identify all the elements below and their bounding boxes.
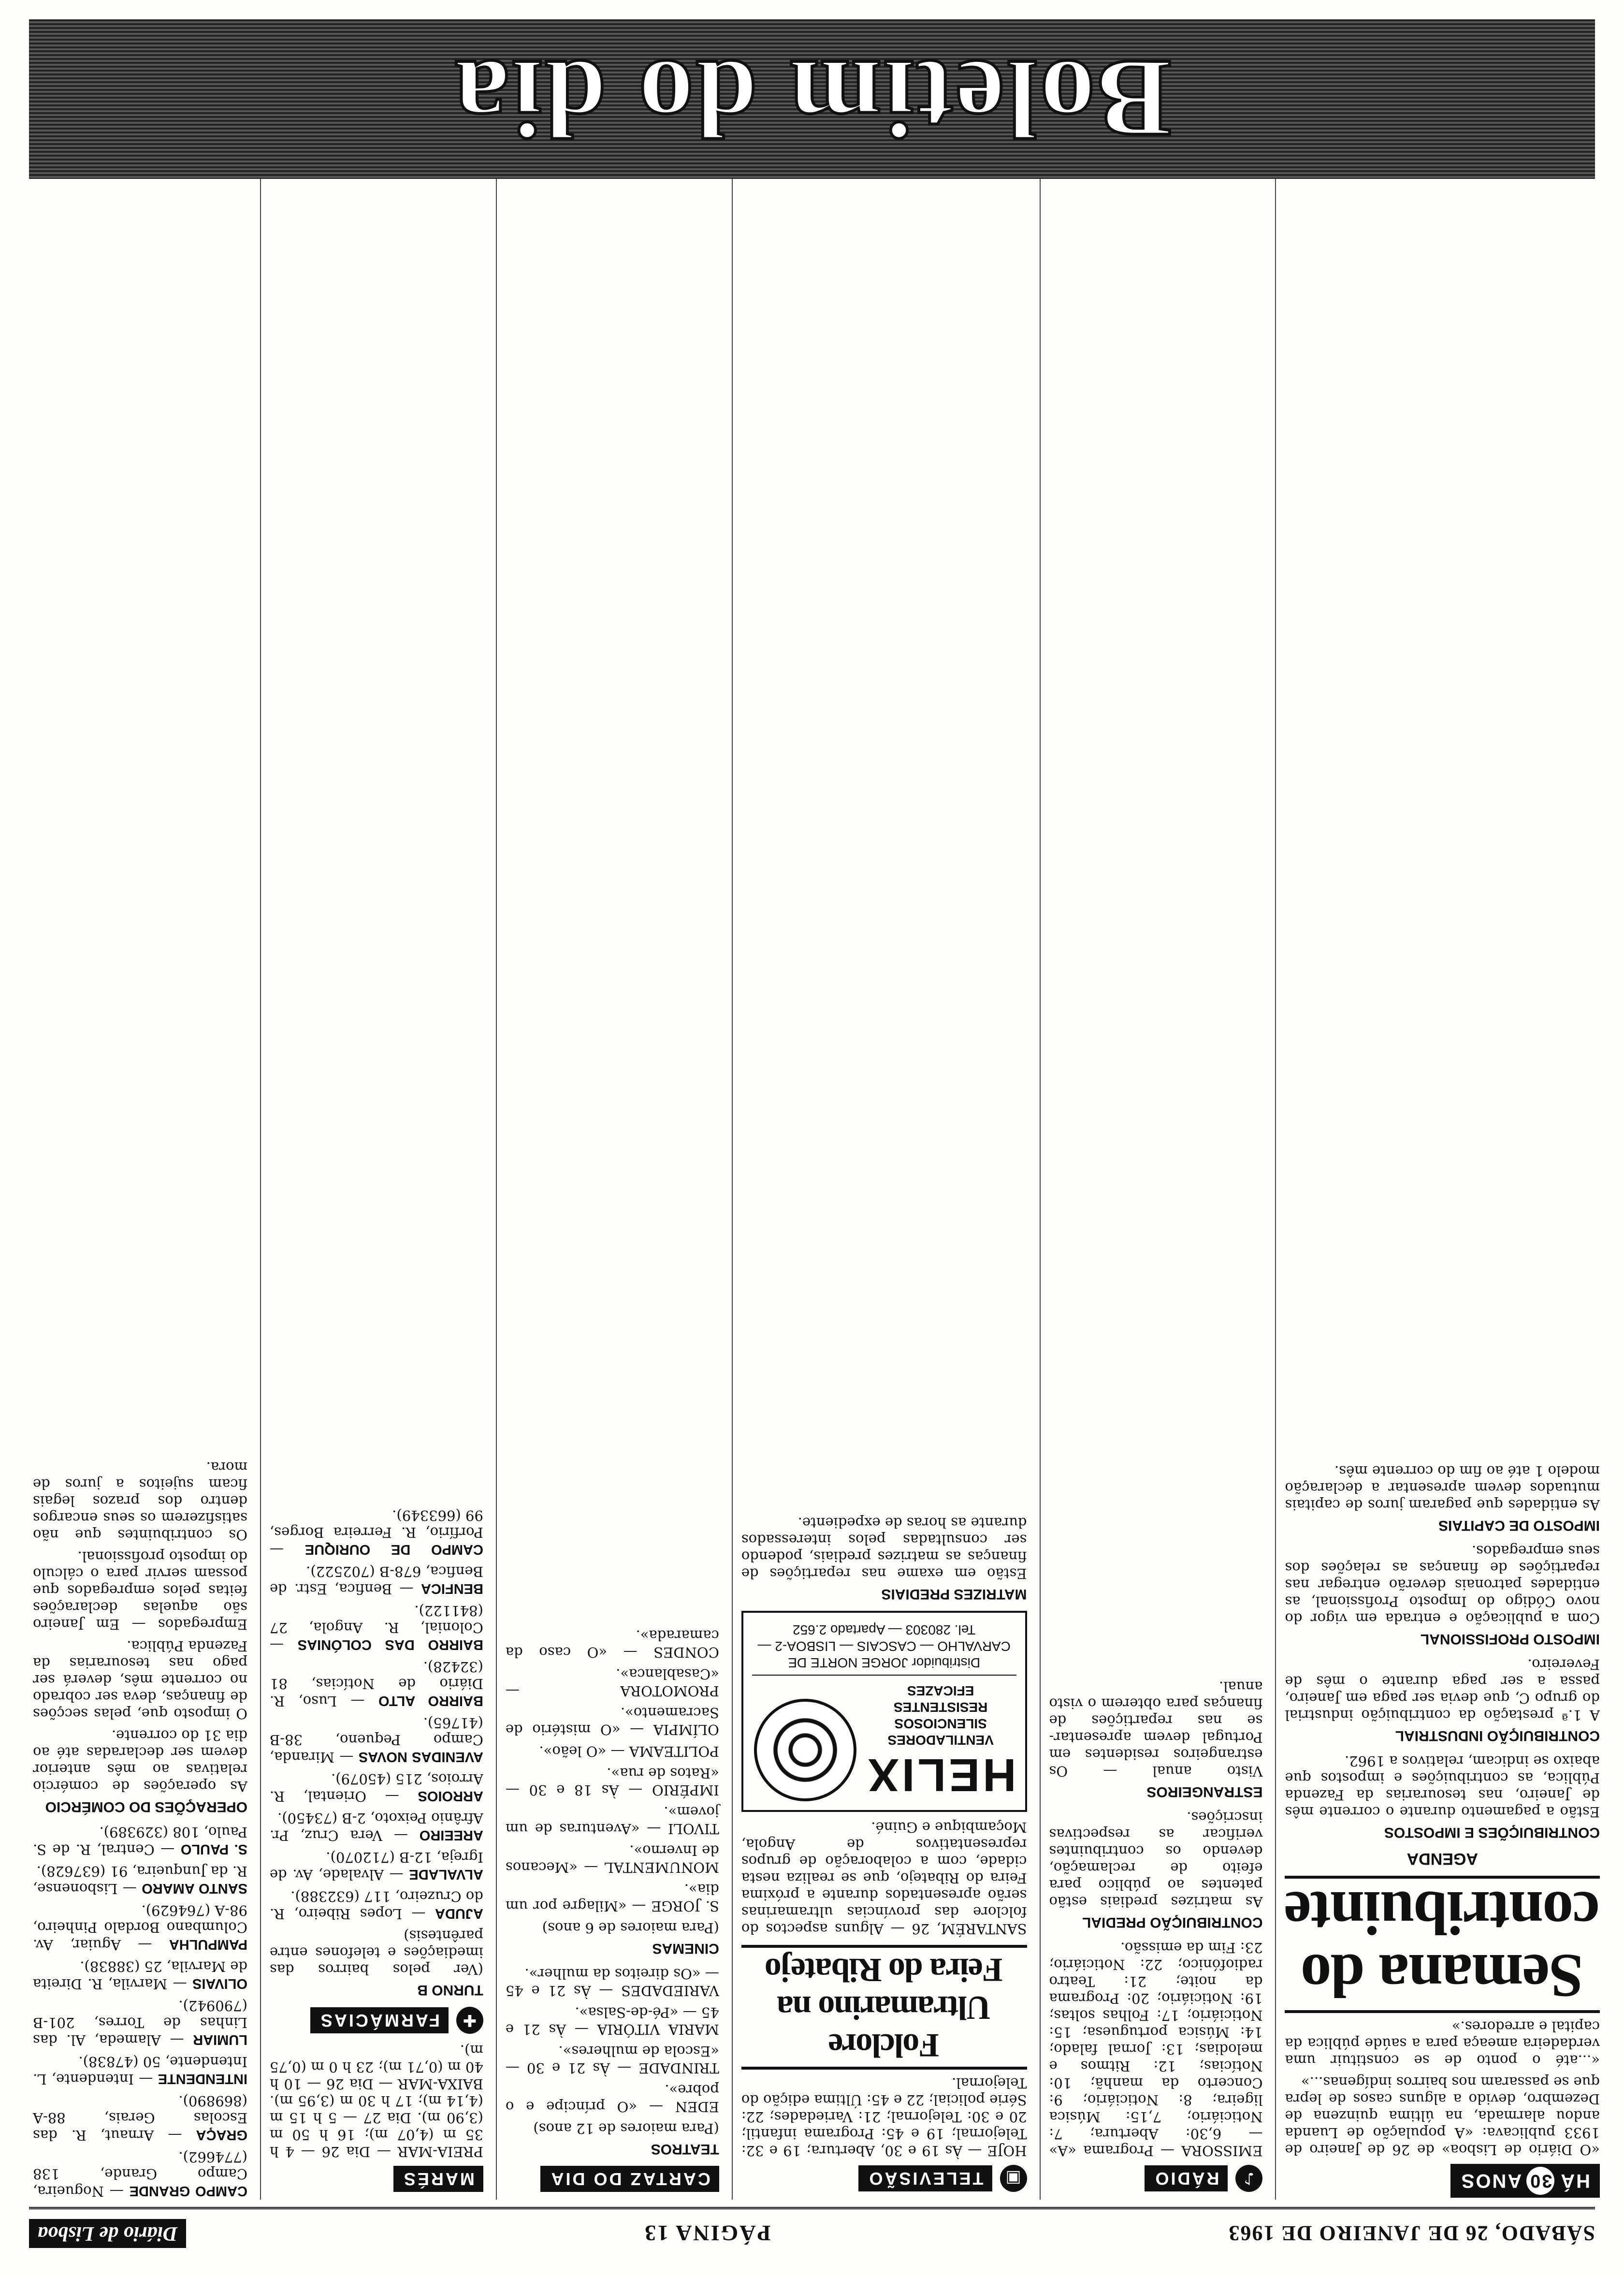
cinema-item: OLÍMPIA — «O mistério de Sacramento». bbox=[505, 1705, 719, 1738]
mares-text: PREIA-MAR — Dia 26 — 4 h 35 m (4,07 m); 16 h 50 m (3,90 m). Dia 27 — 5 h 15 m (4,14 m); 17 h 30 m (3,95 m). BAIXA-MAR — Dia 26 — 10 h 40 m (0,71 m); 23 h 0 m (0,75 m). bbox=[269, 2042, 483, 2160]
teatros-head: TEATROS bbox=[651, 2141, 719, 2157]
ad-line: SILENCIOSOS bbox=[894, 1716, 987, 1731]
cinema-item: TIVOLI — «Aventuras de um jovem». bbox=[505, 1804, 719, 1837]
folclore-text: SANTARÉM, 26 — Alguns aspectos do folclore das províncias ultramarinas serão apresentados durante a próxima Feira do Ribatejo, que se realiza nesta cidade, com a colaboração de grupos representativos de Angola, Moçambique e Guiné. bbox=[741, 1819, 1027, 1937]
cinema-item: IMPÉRIO — Às 18 e 30 — «Ratos de rua». bbox=[505, 1765, 719, 1798]
teatro-item: TRINDADE — Às 21 e 30 — «Escola de mulheres». bbox=[505, 2043, 719, 2076]
farmacia-item: S. PAULO — Central, R. de S. Paulo, 108 (329389). bbox=[33, 1824, 247, 1858]
cinema-item: S. JORGE — «Milagre por um dia». bbox=[505, 1881, 719, 1914]
cinema-item: PROMOTORA — «Casablanca». bbox=[505, 1666, 719, 1699]
farmacia-item: CAMPO DE OURIQUE — Porfírio, R. Ferreira Borges, 99 (663349). bbox=[269, 1507, 483, 1558]
section-head: CONTRIBUIÇÃO INDUSTRIAL bbox=[1395, 1728, 1600, 1744]
ad-distributor: Distribuidor JORGE NORTE DE CARVALHO — CASCAIS — LISBOA-2 — Tel. 280303 — Apartado 2.652 bbox=[752, 1621, 1016, 1676]
farmacia-item: AREEIRO — Vera Cruz, Pr. Afrânio Peixoto, 2-B (73450). bbox=[269, 1810, 483, 1844]
cinemas-note: (Para maiores de 6 anos) bbox=[542, 1920, 719, 1936]
column-5 bbox=[260, 179, 483, 2200]
farmacia-item: GRAÇA — Arnaut, R. das Escolas Gerais, 88-A (869890). bbox=[33, 2093, 247, 2144]
ad-brand: HELIX bbox=[865, 1749, 1016, 1801]
farmacia-item: SANTO AMARO — Lisbonense, R. da Junqueira, 91 (637628). bbox=[32, 1863, 247, 1897]
ad-line: EFICAZES bbox=[907, 1683, 974, 1698]
helix-ad bbox=[741, 1611, 1027, 1812]
teatro-item: VARIEDADES — Às 21 e 45 — «Os direitos da mulher». bbox=[505, 1966, 719, 1999]
fan-icon bbox=[754, 1699, 856, 1801]
boletim-banner bbox=[29, 19, 1595, 179]
farmacia-item: CAMPO GRANDE — Nogueira, Campo Grande, 138 (774662). bbox=[32, 2149, 247, 2200]
column-1 bbox=[1275, 179, 1600, 2200]
radio-section bbox=[1049, 2165, 1263, 2192]
page-number: PÁGINA 13 bbox=[643, 2221, 771, 2246]
radio-text: EMISSORA — Programa «A» — 6,30: Abertura; 7: Noticiário; 7,15: Música ligeira; 8: Noticiário; 9: Concerto da manhã; 10: Notícias; 12: Ritmos e melodias; 13: Jornal falado; 14: Música portuguesa; 15: Noticiário; 17: Folhas soltas; 19: Noticiário; 20: Programa da noite; 21: Teatro radiofónico; 22: Noticiário; 23: Fim da emissão. bbox=[1049, 1940, 1263, 2159]
tv-section bbox=[741, 2165, 1027, 2192]
farmacia-item: ALVALADE — Alvalade, Av. de Igreja, 12-B (712070). bbox=[269, 1849, 483, 1883]
section-text: As matrizes prediais estão patentes ao público para efeito de reclamação, devendo os contribuintes verificar as respectivas inscrições. bbox=[1049, 1809, 1263, 1910]
ha-label: HÁ bbox=[1559, 2170, 1590, 2192]
semana-title: Semana do contribuinte bbox=[1285, 1876, 1600, 2013]
radio-icon: ♪ bbox=[1235, 2165, 1262, 2192]
farmacia-item: PAMPULHA — Aguiar, Av. Columbano Bordalo Pinheiro, 98-A (764629). bbox=[33, 1902, 247, 1953]
section-text: Visto anual — Os estrangeiros residentes em Portugal devem apresentar-se nas repartições de finanças para obterem o visto anual. bbox=[1049, 1679, 1263, 1780]
farmacia-item: ARROIOS — Oriental, R. Arroios, 215 (45079). bbox=[269, 1771, 483, 1805]
right-paragraph: Empregados — Em Janeiro são aquelas declarações feitas pelos empregados que possam servir para o cálculo do imposto profissional. bbox=[33, 1548, 247, 1633]
section-head: OPERAÇÕES DO COMÉRCIO bbox=[45, 1799, 247, 1815]
section-text: Estão a pagamento durante o corrente mês de Janeiro, nas tesourarias da Fazenda Pública, as contribuições e impostos que abaixo se indicam, relativos a 1962. bbox=[1285, 1753, 1600, 1820]
farmacias-note: (Ver pelos bairros das imediações e telefones entre parêntesis) bbox=[269, 1927, 483, 1978]
turno-label: TURNO B bbox=[417, 1982, 483, 1998]
column-4 bbox=[496, 179, 719, 2200]
farmacia-item: INTENDENTE — Intendente, L. Intendente, 50 (47838). bbox=[33, 2054, 247, 2087]
section-head: CONTRIBUIÇÃO PREDIAL bbox=[1082, 1914, 1263, 1930]
column-2 bbox=[1040, 179, 1263, 2200]
cinema-item: MONUMENTAL — «Mecanos de Inverno». bbox=[505, 1842, 719, 1876]
mares-section bbox=[270, 2166, 483, 2192]
page-date: SÁBADO, 26 DE JANEIRO DE 1963 bbox=[1228, 2221, 1595, 2246]
section-head: CONTRIBUIÇÕES E IMPOSTOS bbox=[1384, 1825, 1600, 1840]
ad-line: VENTILADORES bbox=[887, 1733, 994, 1748]
farmacias-label: FARMÁCIAS bbox=[310, 2007, 449, 2033]
right-paragraph: O imposto que, pelas secções de finanças, deva ser cobrado no corrente mês, deverá ser pago nas tesourarias da Fazenda Pública. bbox=[33, 1638, 247, 1722]
pharmacy-icon: ✚ bbox=[456, 2007, 483, 2034]
cartaz-label: CARTAZ DO DIA bbox=[541, 2166, 719, 2192]
banner-title: Boletim do dia bbox=[452, 37, 1172, 161]
masthead bbox=[29, 2207, 1595, 2258]
cinema-item: POLITEAMA — «O leão». bbox=[539, 1743, 719, 1760]
column-3 bbox=[732, 179, 1027, 2200]
section-head: MATRIZES PREDIAIS bbox=[881, 1586, 1027, 1602]
section-text: As entidades que pagaram juros de capitais mutuados devem apresentar a declaração modelo 1 até ao fim do corrente mês. bbox=[1285, 1463, 1600, 1513]
folclore-title: Folclore Ultramarino na Feira do Ribatejo bbox=[741, 1945, 1027, 2070]
ha-anos-paragraph: «O Diário de Lisboa» de 26 de Janeiro de 1933 publicava: «A população de Luanda andou alarmada, na última quinzena de Dezembro, devido a alguns casos de lepra que se passaram nos bairros indígenas...» bbox=[1285, 2074, 1600, 2158]
television-icon: ▣ bbox=[1000, 2165, 1027, 2192]
section-head: IMPOSTO DE CAPITAIS bbox=[1438, 1518, 1600, 1533]
tv-label: TELEVISÃO bbox=[858, 2165, 992, 2191]
cinema-item: CONDES — «O caso da camarada». bbox=[505, 1627, 719, 1661]
farmacia-item: BAIRRO ALTO — Luso, R. Diário de Notícias, 81 (32428). bbox=[269, 1659, 483, 1709]
farmacia-item: AVENIDAS NOVAS — Miranda, Campo Pequeno, 38-B (41765). bbox=[269, 1715, 483, 1766]
farmacia-item: BENFICA — Benfica, Estr. de Benfica, 678-B (702522). bbox=[269, 1563, 483, 1597]
farmacia-item: BAIRRO DAS COLÓNIAS — Colonial, R. Angola, 27 (841122). bbox=[269, 1603, 483, 1653]
ha-anos-box bbox=[1450, 2164, 1600, 2198]
column-6 bbox=[24, 179, 247, 2200]
cinemas-head: CINEMAS bbox=[652, 1941, 719, 1956]
tv-text: HOJE — Às 19 e 30, Abertura; 19 e 32: Telejornal; 19 e 45: Programa infantil; 20 e 30: Telejornal; 21: Variedades; 22: Série policial; 22 e 45: Última edição do Telejornal. bbox=[741, 2075, 1027, 2159]
right-paragraph: Os contribuintes que não satisfizerem os seus encargos dentro dos prazos legais ficam sujeitos a juros de mora. bbox=[33, 1459, 247, 1543]
section-text: Estão em exame nas repartições de finanças as matrizes prediais, podendo ser consultadas pelos interessados durante as horas de expediente. bbox=[741, 1515, 1027, 1582]
section-head: IMPOSTO PROFISSIONAL bbox=[1420, 1631, 1600, 1647]
farmacia-item: OLIVAIS — Marvila, R. Direita de Marvila, 25 (38838). bbox=[32, 1958, 247, 1992]
teatros-note: (Para maiores de 12 anos) bbox=[533, 2120, 719, 2137]
ha-number: 30 bbox=[1526, 2167, 1554, 2195]
cartaz-section bbox=[506, 2166, 719, 2192]
radio-label: RÁDIO bbox=[1145, 2165, 1228, 2191]
farmacia-item: LUMIAR — Alameda, Al. das Linhas de Torres, 201-B (790942). bbox=[33, 1998, 247, 2048]
section-text: A 1.ª prestação da contribuição industrial do grupo C, que devia ser paga em Janeiro, passa a ser paga durante o mês de Fevereiro. bbox=[1285, 1656, 1600, 1723]
ha-anos-paragraph: «...até o ponto de se constituir uma verdadeira ameaça para a saúde pública da capital e arredores.» bbox=[1285, 2018, 1600, 2069]
paper-name: Diário de Lisboa bbox=[29, 2219, 186, 2248]
columns bbox=[24, 179, 1600, 2200]
section-text: Com a publicação e entrada em vigor do novo Código do Imposto Profissional, as entidades patronais deverão entregar nas repartições de finanças as relações dos seus empregados. bbox=[1285, 1543, 1600, 1627]
ha-suffix: ANOS bbox=[1460, 2170, 1522, 2192]
section-text: As operações de comércio relativas ao mês anterior devem ser declaradas até ao dia 31 do corrente. bbox=[33, 1727, 247, 1795]
mares-label: MARÉS bbox=[393, 2166, 483, 2192]
ad-line: RESISTENTES bbox=[893, 1700, 988, 1715]
farmacias-section bbox=[270, 2007, 483, 2034]
semana-kicker: AGENDA bbox=[1406, 1850, 1478, 1868]
teatro-item: EDEN — «O príncipe e o pobre». bbox=[505, 2082, 719, 2115]
teatro-item: MARIA VITÓRIA — Às 21 e 45 — «Pé-de-Salsa». bbox=[505, 2004, 719, 2038]
farmacia-item: AJUDA — Lopes Ribeiro, R. do Cruzeiro, 117 (632388). bbox=[269, 1888, 483, 1922]
section-head: ESTRANGEIROS bbox=[1146, 1784, 1263, 1800]
